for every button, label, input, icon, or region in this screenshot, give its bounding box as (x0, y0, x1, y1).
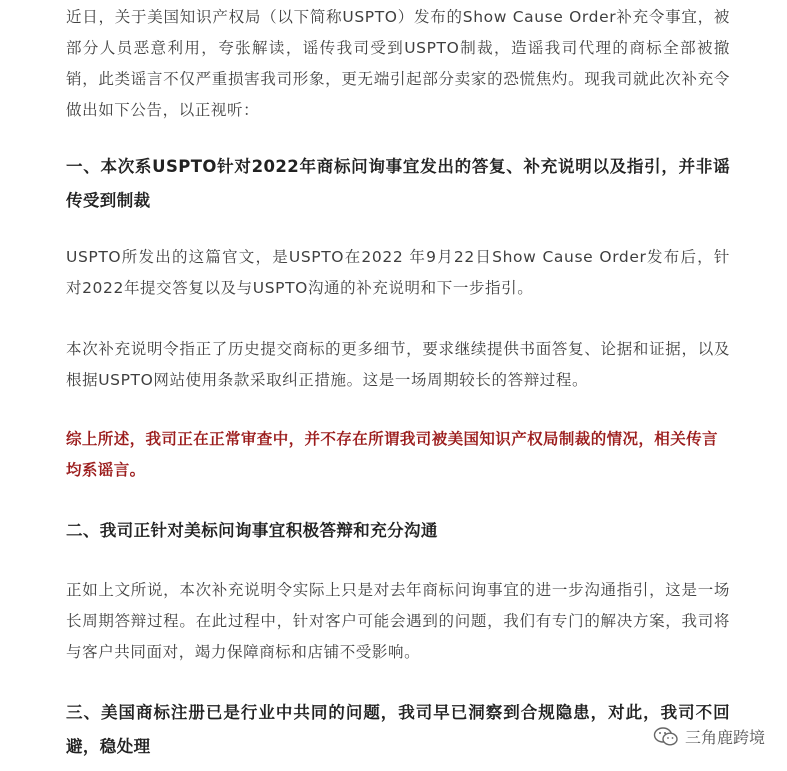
section2-heading: 二、我司正针对美标问询事宜积极答辩和充分沟通 (66, 521, 438, 540)
watermark-text: 三角鹿跨境 (684, 728, 765, 747)
section1-paragraph-1: USPTO所发出的这篇官文，是USPTO在2022 年9月22日Show Cause Order发布后，针对2022年提交答复以及与USPTO沟通的补充说明和下一步指引。 (66, 248, 730, 297)
section1-heading: 一、本次系USPTO针对2022年商标问询事宜发出的答复、补充说明以及指引，并非谣传受到制裁 (66, 157, 730, 210)
section2-paragraph-1: 正如上文所说，本次补充说明令实际上只是对去年商标问询事宜的进一步沟通指引，这是一场长周期答辩过程。在此过程中，针对客户可能会遇到的问题，我们有专门的解决方案，我司将与客户共同面对，竭力保障商标和店铺不受影响。 (66, 581, 730, 661)
section3-heading: 三、美国商标注册已是行业中共同的问题，我司早已洞察到合规隐患，对此，我司不回避，稳处理 (66, 703, 730, 756)
watermark (653, 725, 765, 748)
section1-conclusion: 综上所述，我司正在正常审查中，并不存在所谓我司被美国知识产权局制裁的情况，相关传言均系谣言。 (66, 430, 718, 479)
intro-paragraph: 近日，关于美国知识产权局（以下简称USPTO）发布的Show Cause Order补充令事宜，被部分人员恶意利用，夸张解读，谣传我司受到USPTO制裁，造谣我司代理的商标全部被撤销，此类谣言不仅严重损害我司形象，更无端引起部分卖家的恐慌焦灼。现我司就此次补充令做出如下公告，以正视听： (66, 8, 730, 119)
wechat-icon (653, 726, 679, 748)
section1-paragraph-2: 本次补充说明令指正了历史提交商标的更多细节，要求继续提供书面答复、论据和证据，以及根据USPTO网站使用条款采取纠正措施。这是一场周期较长的答辩过程。 (66, 340, 730, 389)
